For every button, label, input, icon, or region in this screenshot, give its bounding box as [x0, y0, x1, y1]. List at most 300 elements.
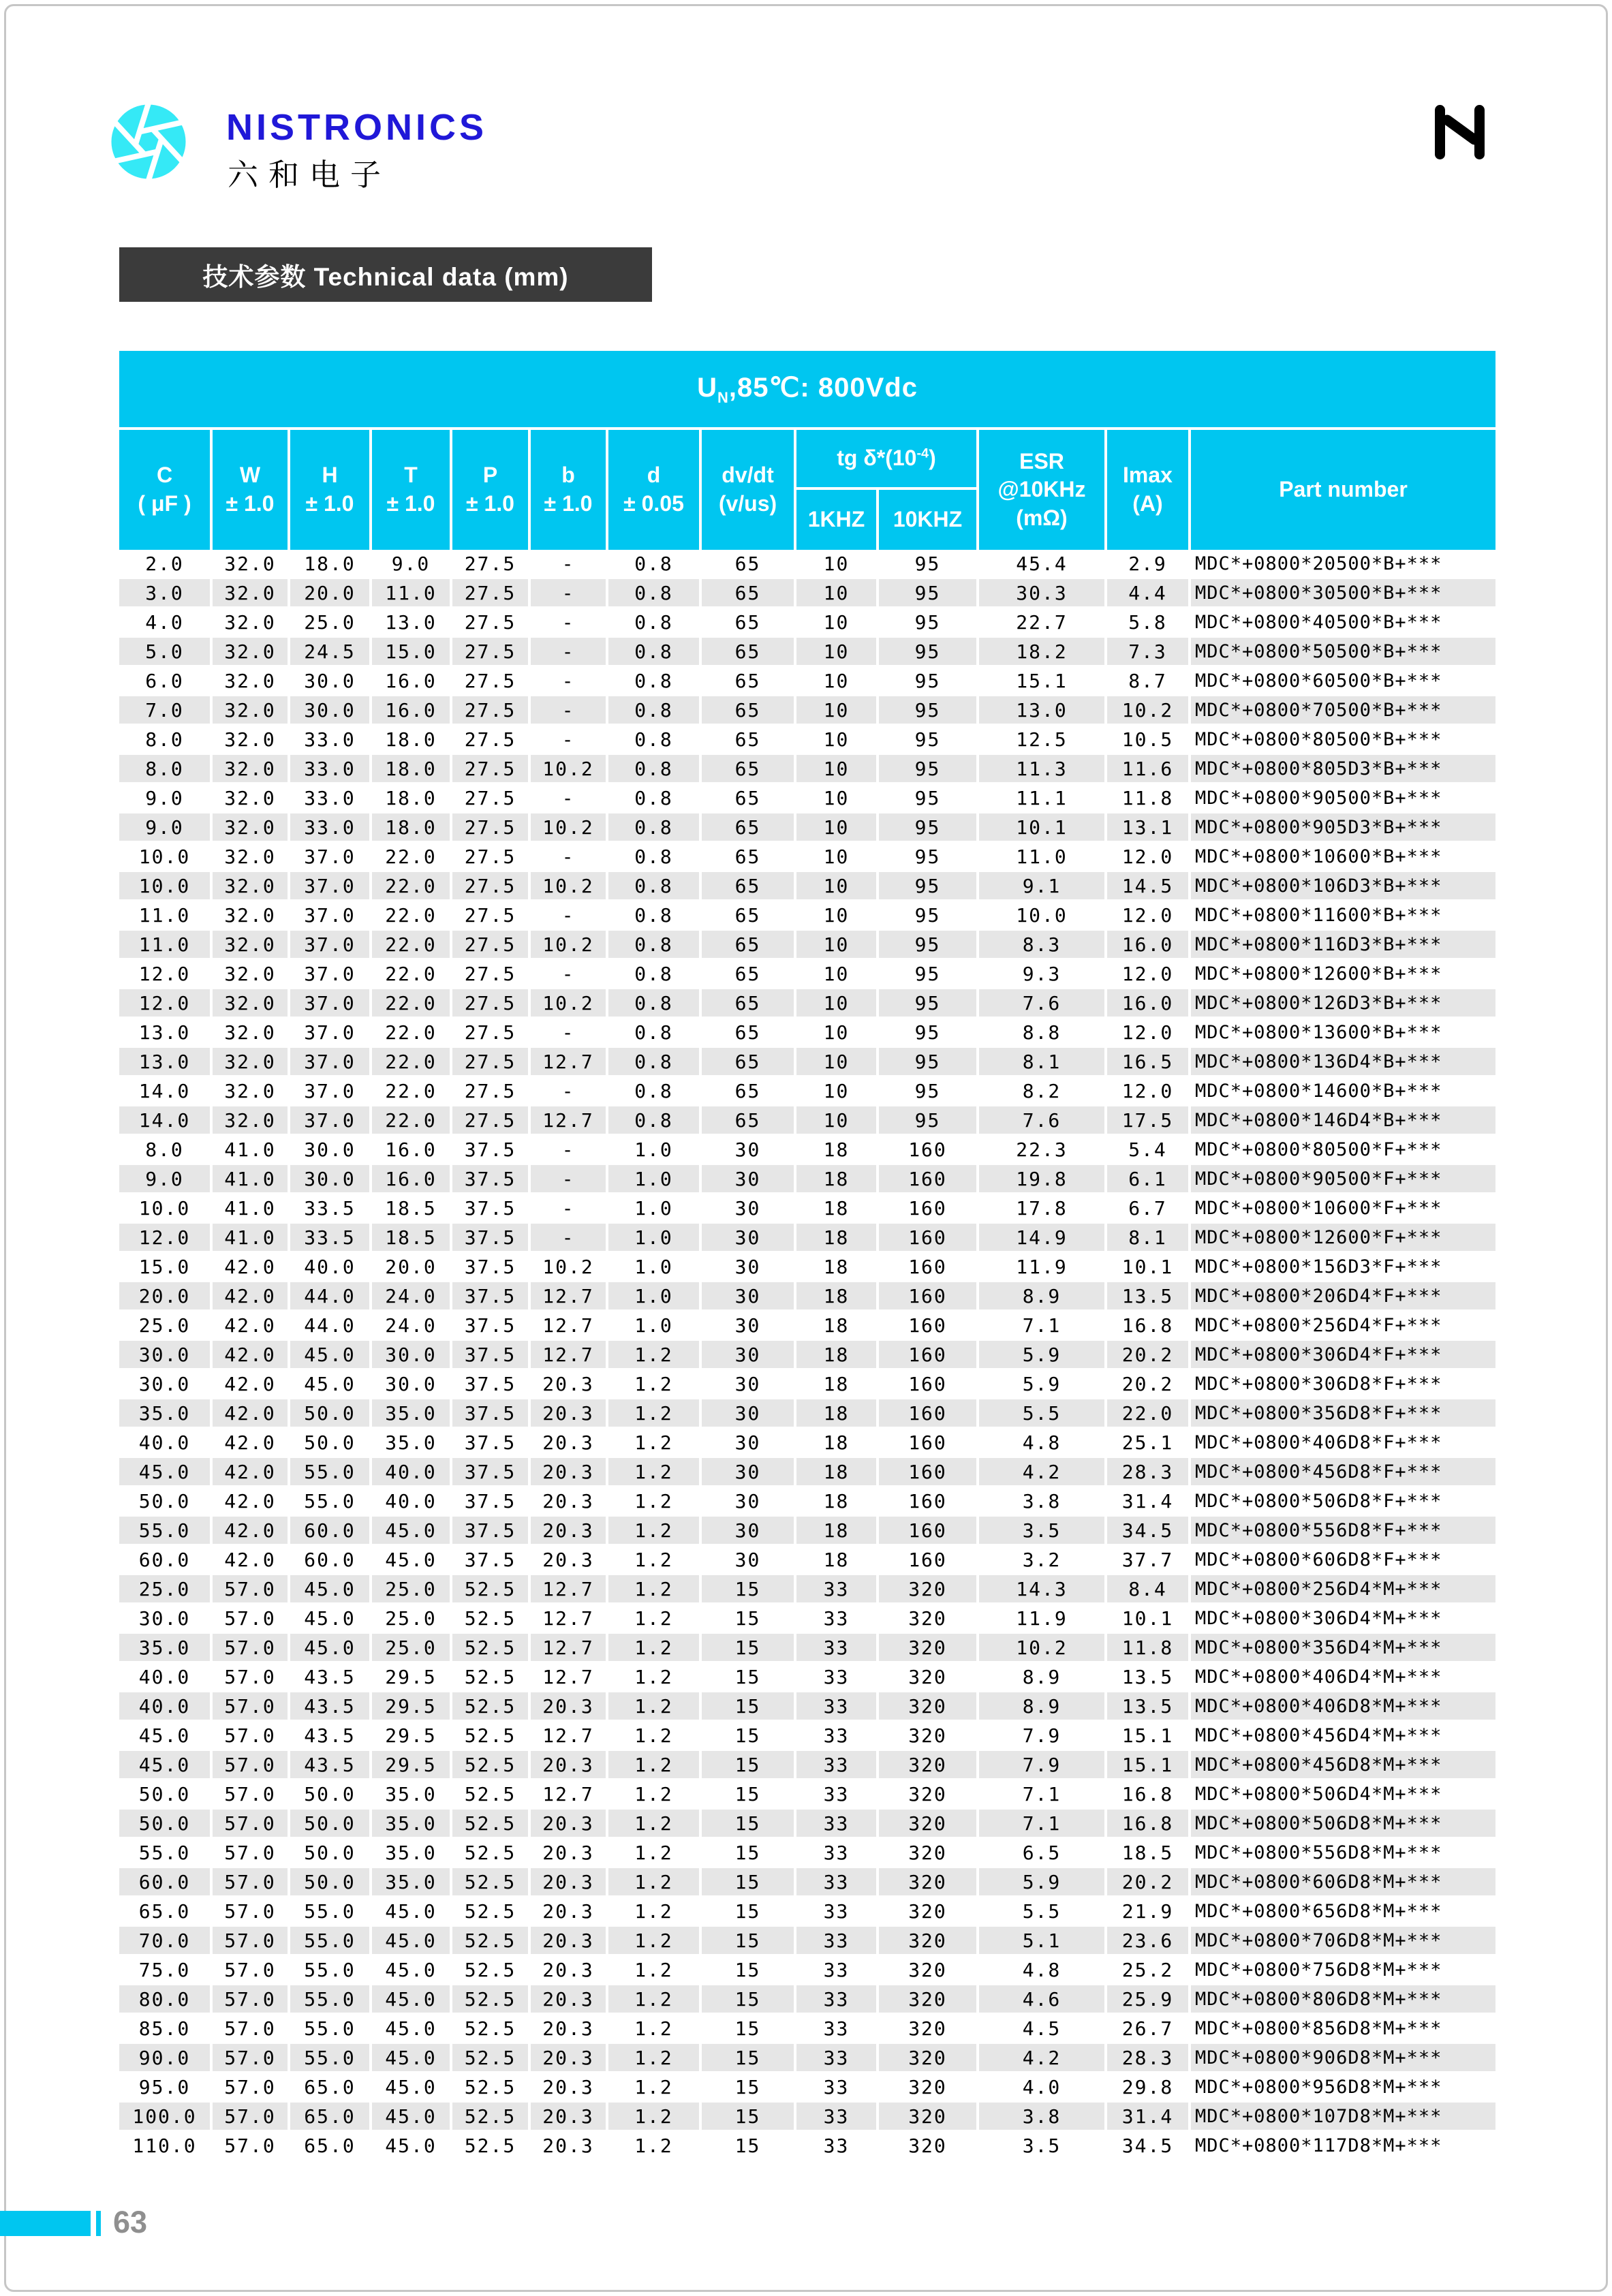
brand-name: NISTRONICS	[226, 107, 488, 148]
table-row	[119, 1633, 1495, 1662]
cell-part: MDC*+0800*30500*B+***	[1190, 578, 1495, 608]
cell-khz1: 10	[795, 637, 878, 666]
cell-c: 45.0	[119, 1721, 211, 1750]
cell-part: MDC*+0800*606D8*F+***	[1190, 1545, 1495, 1574]
cell-imax: 5.8	[1106, 608, 1190, 637]
cell-w: 32.0	[211, 1047, 289, 1076]
table-row	[119, 725, 1495, 754]
cell-h: 44.0	[289, 1282, 371, 1311]
cell-khz10: 160	[878, 1545, 978, 1574]
cell-part: MDC*+0800*107D8*M+***	[1190, 2102, 1495, 2131]
col-header-1khz: 1KHZ	[795, 488, 878, 550]
cell-p: 37.5	[451, 1487, 529, 1516]
cell-esr: 3.8	[978, 1487, 1106, 1516]
cell-b: 10.2	[529, 813, 607, 842]
cell-part: MDC*+0800*856D8*M+***	[1190, 2014, 1495, 2043]
cell-w: 32.0	[211, 666, 289, 696]
cell-w: 32.0	[211, 725, 289, 754]
cell-b: -	[529, 1223, 607, 1252]
cell-imax: 13.1	[1106, 813, 1190, 842]
cell-p: 52.5	[451, 2102, 529, 2131]
cell-dvdt: 15	[700, 1838, 795, 1867]
cell-khz10: 95	[878, 871, 978, 901]
cell-h: 55.0	[289, 1926, 371, 1955]
cell-khz10: 95	[878, 813, 978, 842]
cell-t: 45.0	[371, 1985, 451, 2014]
cell-khz10: 160	[878, 1516, 978, 1545]
cell-h: 24.5	[289, 637, 371, 666]
cell-part: MDC*+0800*80500*F+***	[1190, 1135, 1495, 1164]
cell-esr: 3.5	[978, 2131, 1106, 2160]
cell-imax: 6.1	[1106, 1164, 1190, 1194]
cell-khz1: 33	[795, 2014, 878, 2043]
cell-t: 35.0	[371, 1780, 451, 1809]
cell-esr: 5.9	[978, 1867, 1106, 1897]
cell-part: MDC*+0800*90500*B+***	[1190, 784, 1495, 813]
cell-t: 24.0	[371, 1282, 451, 1311]
cell-w: 57.0	[211, 2014, 289, 2043]
cell-p: 52.5	[451, 1721, 529, 1750]
cell-dvdt: 65	[700, 1047, 795, 1076]
cell-h: 43.5	[289, 1662, 371, 1692]
table-row	[119, 1223, 1495, 1252]
cell-part: MDC*+0800*256D4*M+***	[1190, 1574, 1495, 1604]
cell-b: 20.3	[529, 1428, 607, 1457]
cell-h: 33.0	[289, 813, 371, 842]
cell-t: 45.0	[371, 2131, 451, 2160]
cell-imax: 28.3	[1106, 1457, 1190, 1487]
cell-imax: 16.0	[1106, 930, 1190, 959]
cell-h: 50.0	[289, 1428, 371, 1457]
cell-h: 45.0	[289, 1633, 371, 1662]
col-header-tg: tg $\delta*(10^{-4})$	[795, 429, 978, 488]
cell-khz10: 320	[878, 2043, 978, 2073]
cell-p: 52.5	[451, 1809, 529, 1838]
cell-b: 20.3	[529, 2014, 607, 2043]
cell-khz10: 160	[878, 1223, 978, 1252]
cell-khz10: 320	[878, 1692, 978, 1721]
cell-h: 37.0	[289, 1047, 371, 1076]
cell-dvdt: 30	[700, 1428, 795, 1457]
cell-imax: 16.8	[1106, 1780, 1190, 1809]
cell-khz10: 95	[878, 1047, 978, 1076]
cell-part: MDC*+0800*806D8*M+***	[1190, 1985, 1495, 2014]
cell-w: 32.0	[211, 696, 289, 725]
cell-d: 1.2	[607, 2131, 700, 2160]
cell-khz1: 18	[795, 1311, 878, 1340]
cell-khz10: 320	[878, 2073, 978, 2102]
cell-dvdt: 15	[700, 2014, 795, 2043]
cell-t: 29.5	[371, 1721, 451, 1750]
table-row	[119, 1135, 1495, 1164]
cell-t: 22.0	[371, 930, 451, 959]
cell-b: 20.3	[529, 1399, 607, 1428]
cell-w: 57.0	[211, 1985, 289, 2014]
cell-h: 55.0	[289, 1897, 371, 1926]
cell-h: 55.0	[289, 2043, 371, 2073]
cell-imax: 5.4	[1106, 1135, 1190, 1164]
cell-b: 20.3	[529, 1897, 607, 1926]
cell-imax: 26.7	[1106, 2014, 1190, 2043]
cell-dvdt: 15	[700, 1897, 795, 1926]
cell-p: 52.5	[451, 1985, 529, 2014]
cell-b: -	[529, 784, 607, 813]
cell-h: 50.0	[289, 1809, 371, 1838]
cell-part: MDC*+0800*50500*B+***	[1190, 637, 1495, 666]
cell-c: 100.0	[119, 2102, 211, 2131]
cell-part: MDC*+0800*116D3*B+***	[1190, 930, 1495, 959]
cell-part: MDC*+0800*905D3*B+***	[1190, 813, 1495, 842]
cell-khz10: 320	[878, 1897, 978, 1926]
cell-c: 55.0	[119, 1516, 211, 1545]
cell-part: MDC*+0800*356D8*F+***	[1190, 1399, 1495, 1428]
cell-khz10: 95	[878, 784, 978, 813]
col-header-d: d ± 0.05	[607, 429, 700, 550]
cell-khz1: 33	[795, 1867, 878, 1897]
cell-khz10: 95	[878, 989, 978, 1018]
table-row	[119, 608, 1495, 637]
cell-b: 12.7	[529, 1604, 607, 1633]
cell-part: MDC*+0800*306D4*F+***	[1190, 1340, 1495, 1369]
table-row	[119, 1076, 1495, 1106]
cell-part: MDC*+0800*12600*B+***	[1190, 959, 1495, 989]
cell-d: 1.2	[607, 1662, 700, 1692]
cell-d: 0.8	[607, 871, 700, 901]
cell-w: 32.0	[211, 637, 289, 666]
cell-c: 11.0	[119, 901, 211, 930]
cell-khz10: 95	[878, 901, 978, 930]
cell-w: 57.0	[211, 1604, 289, 1633]
cell-khz1: 10	[795, 608, 878, 637]
cell-khz1: 10	[795, 930, 878, 959]
cell-part: MDC*+0800*80500*B+***	[1190, 725, 1495, 754]
cell-b: 12.7	[529, 1340, 607, 1369]
cell-khz10: 95	[878, 959, 978, 989]
cell-h: 37.0	[289, 930, 371, 959]
cell-p: 52.5	[451, 1574, 529, 1604]
cell-part: MDC*+0800*12600*F+***	[1190, 1223, 1495, 1252]
cell-h: 37.0	[289, 1018, 371, 1047]
cell-part: MDC*+0800*206D4*F+***	[1190, 1282, 1495, 1311]
cell-c: 4.0	[119, 608, 211, 637]
cell-p: 52.5	[451, 1604, 529, 1633]
cell-imax: 16.5	[1106, 1047, 1190, 1076]
cell-imax: 11.6	[1106, 754, 1190, 784]
cell-c: 70.0	[119, 1926, 211, 1955]
cell-d: 0.8	[607, 1106, 700, 1135]
cell-b: 20.3	[529, 1985, 607, 2014]
table-row	[119, 871, 1495, 901]
cell-t: 18.0	[371, 784, 451, 813]
cell-c: 40.0	[119, 1692, 211, 1721]
cell-dvdt: 15	[700, 1604, 795, 1633]
cell-khz1: 33	[795, 1780, 878, 1809]
cell-h: 30.0	[289, 696, 371, 725]
table-row	[119, 930, 1495, 959]
cell-dvdt: 65	[700, 608, 795, 637]
cell-t: 25.0	[371, 1633, 451, 1662]
cell-dvdt: 15	[700, 1780, 795, 1809]
table-row	[119, 1926, 1495, 1955]
cell-part: MDC*+0800*256D4*F+***	[1190, 1311, 1495, 1340]
cell-esr: 7.1	[978, 1809, 1106, 1838]
cell-part: MDC*+0800*70500*B+***	[1190, 696, 1495, 725]
cell-c: 30.0	[119, 1340, 211, 1369]
cell-h: 55.0	[289, 1487, 371, 1516]
cell-p: 27.5	[451, 901, 529, 930]
cell-c: 55.0	[119, 1838, 211, 1867]
cell-dvdt: 65	[700, 1106, 795, 1135]
cell-d: 0.8	[607, 725, 700, 754]
cell-esr: 5.9	[978, 1340, 1106, 1369]
cell-w: 42.0	[211, 1399, 289, 1428]
table-row	[119, 2131, 1495, 2160]
cell-dvdt: 30	[700, 1194, 795, 1223]
cell-p: 37.5	[451, 1457, 529, 1487]
cell-esr: 4.0	[978, 2073, 1106, 2102]
cell-khz1: 33	[795, 1574, 878, 1604]
cell-t: 45.0	[371, 2014, 451, 2043]
cell-khz1: 10	[795, 550, 878, 578]
cell-b: 20.3	[529, 1457, 607, 1487]
table-row	[119, 1282, 1495, 1311]
cell-c: 10.0	[119, 871, 211, 901]
technical-data-table	[119, 351, 1495, 2161]
cell-part: MDC*+0800*456D8*M+***	[1190, 1750, 1495, 1780]
cell-c: 12.0	[119, 989, 211, 1018]
cell-d: 0.8	[607, 959, 700, 989]
cell-p: 52.5	[451, 1750, 529, 1780]
cell-dvdt: 30	[700, 1399, 795, 1428]
cell-d: 1.2	[607, 2102, 700, 2131]
cell-d: 1.2	[607, 1487, 700, 1516]
table-row	[119, 1721, 1495, 1750]
cell-esr: 8.2	[978, 1076, 1106, 1106]
cell-khz1: 10	[795, 1047, 878, 1076]
cell-h: 18.0	[289, 550, 371, 578]
cell-dvdt: 30	[700, 1457, 795, 1487]
cell-khz10: 160	[878, 1487, 978, 1516]
cell-esr: 11.9	[978, 1604, 1106, 1633]
cell-c: 45.0	[119, 1457, 211, 1487]
col-header-imax: Imax (A)	[1106, 429, 1190, 550]
cell-w: 42.0	[211, 1516, 289, 1545]
cell-b: -	[529, 842, 607, 871]
cell-khz10: 95	[878, 550, 978, 578]
cell-w: 32.0	[211, 871, 289, 901]
table-row	[119, 989, 1495, 1018]
cell-c: 5.0	[119, 637, 211, 666]
cell-t: 40.0	[371, 1457, 451, 1487]
cell-dvdt: 15	[700, 2102, 795, 2131]
cell-w: 57.0	[211, 1662, 289, 1692]
table-row	[119, 696, 1495, 725]
cell-dvdt: 15	[700, 1750, 795, 1780]
cell-khz10: 95	[878, 930, 978, 959]
cell-h: 25.0	[289, 608, 371, 637]
cell-t: 18.5	[371, 1194, 451, 1223]
cell-p: 52.5	[451, 1633, 529, 1662]
cell-imax: 6.7	[1106, 1194, 1190, 1223]
cell-dvdt: 65	[700, 1076, 795, 1106]
cell-khz10: 160	[878, 1457, 978, 1487]
cell-p: 27.5	[451, 696, 529, 725]
cell-w: 32.0	[211, 578, 289, 608]
col-header-h: H ± 1.0	[289, 429, 371, 550]
table-row	[119, 2073, 1495, 2102]
table-row	[119, 1897, 1495, 1926]
cell-b: 10.2	[529, 754, 607, 784]
cell-h: 43.5	[289, 1721, 371, 1750]
cell-h: 60.0	[289, 1545, 371, 1574]
cell-esr: 7.9	[978, 1721, 1106, 1750]
cell-b: 12.7	[529, 1047, 607, 1076]
cell-b: 12.7	[529, 1311, 607, 1340]
cell-khz1: 33	[795, 1604, 878, 1633]
cell-b: -	[529, 1018, 607, 1047]
cell-khz10: 160	[878, 1135, 978, 1164]
cell-t: 25.0	[371, 1574, 451, 1604]
cell-dvdt: 30	[700, 1311, 795, 1340]
cell-d: 1.2	[607, 1428, 700, 1457]
cell-c: 10.0	[119, 1194, 211, 1223]
cell-h: 60.0	[289, 1516, 371, 1545]
cell-p: 37.5	[451, 1428, 529, 1457]
cell-khz1: 18	[795, 1545, 878, 1574]
cell-esr: 4.8	[978, 1955, 1106, 1985]
table-row	[119, 1574, 1495, 1604]
cell-esr: 8.8	[978, 1018, 1106, 1047]
cell-part: MDC*+0800*456D8*F+***	[1190, 1457, 1495, 1487]
cell-dvdt: 65	[700, 930, 795, 959]
cell-w: 57.0	[211, 1809, 289, 1838]
cell-t: 35.0	[371, 1867, 451, 1897]
cell-p: 27.5	[451, 842, 529, 871]
cell-khz10: 320	[878, 1926, 978, 1955]
cell-khz10: 95	[878, 1018, 978, 1047]
cell-c: 15.0	[119, 1252, 211, 1282]
cell-w: 32.0	[211, 842, 289, 871]
cell-khz1: 10	[795, 784, 878, 813]
cell-dvdt: 15	[700, 1721, 795, 1750]
cell-dvdt: 15	[700, 2043, 795, 2073]
cell-p: 27.5	[451, 930, 529, 959]
cell-esr: 19.8	[978, 1164, 1106, 1194]
cell-esr: 8.9	[978, 1662, 1106, 1692]
cell-d: 1.2	[607, 1926, 700, 1955]
cell-h: 37.0	[289, 901, 371, 930]
cell-p: 52.5	[451, 1692, 529, 1721]
cell-h: 43.5	[289, 1692, 371, 1721]
table-row	[119, 901, 1495, 930]
cell-khz1: 18	[795, 1369, 878, 1399]
cell-khz1: 33	[795, 1662, 878, 1692]
cell-imax: 25.1	[1106, 1428, 1190, 1457]
cell-part: MDC*+0800*506D4*M+***	[1190, 1780, 1495, 1809]
cell-imax: 20.2	[1106, 1369, 1190, 1399]
cell-b: 12.7	[529, 1282, 607, 1311]
cell-w: 57.0	[211, 1721, 289, 1750]
cell-b: 12.7	[529, 1574, 607, 1604]
cell-d: 1.2	[607, 1369, 700, 1399]
cell-p: 27.5	[451, 1106, 529, 1135]
cell-imax: 10.5	[1106, 725, 1190, 754]
cell-khz1: 33	[795, 2043, 878, 2073]
cell-esr: 3.2	[978, 1545, 1106, 1574]
cell-part: MDC*+0800*14600*B+***	[1190, 1076, 1495, 1106]
cell-c: 8.0	[119, 1135, 211, 1164]
cell-c: 65.0	[119, 1897, 211, 1926]
cell-h: 37.0	[289, 842, 371, 871]
cell-khz10: 320	[878, 1604, 978, 1633]
cell-khz1: 33	[795, 1633, 878, 1662]
cell-b: 20.3	[529, 1867, 607, 1897]
cell-imax: 10.1	[1106, 1604, 1190, 1633]
cell-khz10: 160	[878, 1252, 978, 1282]
cell-c: 110.0	[119, 2131, 211, 2160]
cell-dvdt: 30	[700, 1487, 795, 1516]
cell-c: 6.0	[119, 666, 211, 696]
table-row	[119, 1985, 1495, 2014]
cell-khz1: 10	[795, 666, 878, 696]
cell-esr: 12.5	[978, 725, 1106, 754]
cell-c: 45.0	[119, 1750, 211, 1780]
cell-c: 80.0	[119, 1985, 211, 2014]
cell-h: 45.0	[289, 1340, 371, 1369]
cell-b: 20.3	[529, 2131, 607, 2160]
cell-part: MDC*+0800*506D8*M+***	[1190, 1809, 1495, 1838]
table-row	[119, 1809, 1495, 1838]
cell-d: 1.2	[607, 1457, 700, 1487]
cell-b: -	[529, 696, 607, 725]
cell-d: 1.0	[607, 1311, 700, 1340]
cell-b: -	[529, 725, 607, 754]
cell-p: 27.5	[451, 550, 529, 578]
cell-part: MDC*+0800*406D8*F+***	[1190, 1428, 1495, 1457]
cell-esr: 7.1	[978, 1780, 1106, 1809]
cell-w: 42.0	[211, 1545, 289, 1574]
cell-h: 50.0	[289, 1780, 371, 1809]
cell-d: 0.8	[607, 930, 700, 959]
cell-b: 20.3	[529, 1369, 607, 1399]
cell-c: 25.0	[119, 1311, 211, 1340]
cell-esr: 5.1	[978, 1926, 1106, 1955]
cell-khz1: 33	[795, 2102, 878, 2131]
cell-w: 32.0	[211, 901, 289, 930]
table-row	[119, 1692, 1495, 1721]
table-row	[119, 1164, 1495, 1194]
cell-p: 27.5	[451, 666, 529, 696]
cell-b: 20.3	[529, 1838, 607, 1867]
cell-b: 12.7	[529, 1662, 607, 1692]
table-row	[119, 1545, 1495, 1574]
cell-h: 30.0	[289, 666, 371, 696]
cell-khz1: 10	[795, 725, 878, 754]
cell-t: 35.0	[371, 1838, 451, 1867]
cell-khz10: 95	[878, 608, 978, 637]
cell-khz10: 320	[878, 1838, 978, 1867]
cell-imax: 11.8	[1106, 784, 1190, 813]
cell-c: 75.0	[119, 1955, 211, 1985]
cell-w: 57.0	[211, 1780, 289, 1809]
cell-p: 27.5	[451, 608, 529, 637]
cell-khz1: 33	[795, 2131, 878, 2160]
cell-khz1: 18	[795, 1516, 878, 1545]
cell-d: 1.2	[607, 1545, 700, 1574]
cell-imax: 8.4	[1106, 1574, 1190, 1604]
cell-dvdt: 65	[700, 666, 795, 696]
cell-p: 37.5	[451, 1164, 529, 1194]
